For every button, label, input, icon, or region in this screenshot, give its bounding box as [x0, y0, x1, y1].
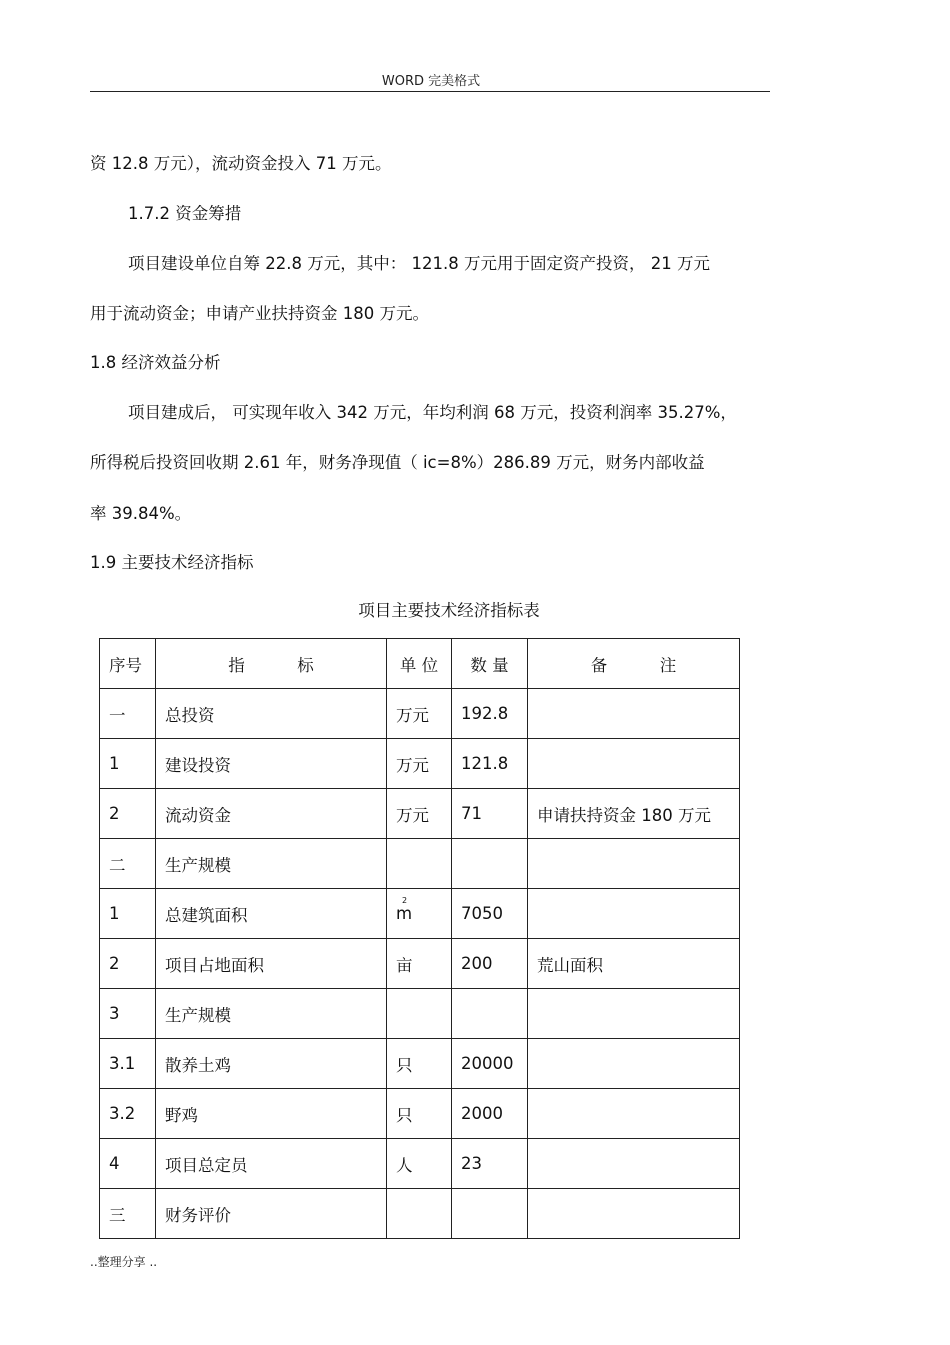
cell-indicator: 散养土鸡 [156, 1039, 387, 1089]
table-row [100, 739, 740, 789]
cell-remark [528, 1039, 740, 1089]
unit-superscript: 2 [402, 896, 408, 905]
cell-unit: 亩 [387, 939, 452, 989]
cell-quantity: 20000 [452, 1039, 528, 1089]
table-row [100, 1039, 740, 1089]
paragraph-benefit-line1: 项目建成后， 可实现年收入 342 万元，年均利润 68 万元，投资利润率 35.27%， [128, 403, 737, 422]
cell-quantity: 121.8 [452, 739, 528, 789]
cell-indicator: 财务评价 [156, 1189, 387, 1239]
cell-seq: 2 [100, 939, 156, 989]
cell-indicator: 生产规模 [156, 989, 387, 1039]
header-divider [90, 91, 770, 92]
cell-unit: 万元 [387, 689, 452, 739]
page-header-title: WORD 完美格式 [381, 74, 481, 89]
table-row [100, 989, 740, 1039]
cell-quantity: 192.8 [452, 689, 528, 739]
paragraph-investment-tail: 资 12.8 万元），流动资金投入 71 万元。 [90, 154, 392, 173]
cell-unit [387, 889, 452, 939]
paragraph-benefit-line3: 率 39.84%。 [90, 504, 192, 523]
cell-indicator: 项目占地面积 [156, 939, 387, 989]
cell-seq: 二 [100, 839, 156, 889]
paragraph-benefit-line2: 所得税后投资回收期 2.61 年，财务净现值（ ic=8%）286.89 万元，财务内部收益 [90, 453, 705, 472]
header-unit: 单 位 [387, 639, 452, 689]
cell-seq: 1 [100, 739, 156, 789]
unit-base: m [396, 904, 413, 923]
table-row [100, 889, 740, 939]
cell-unit [387, 989, 452, 1039]
cell-indicator: 生产规模 [156, 839, 387, 889]
header-seq: 序号 [100, 639, 156, 689]
cell-seq: 3.1 [100, 1039, 156, 1089]
table-row [100, 1139, 740, 1189]
table-header-row [100, 639, 740, 689]
cell-quantity: 200 [452, 939, 528, 989]
cell-remark [528, 1139, 740, 1189]
cell-unit: 只 [387, 1089, 452, 1139]
cell-unit: 万元 [387, 739, 452, 789]
cell-indicator: 流动资金 [156, 789, 387, 839]
section-heading-1-8: 1.8 经济效益分析 [90, 353, 221, 372]
cell-remark [528, 989, 740, 1039]
cell-seq: 三 [100, 1189, 156, 1239]
unit-square-meter [396, 896, 413, 923]
cell-remark [528, 839, 740, 889]
cell-seq: 1 [100, 889, 156, 939]
cell-quantity: 2000 [452, 1089, 528, 1139]
cell-remark [528, 739, 740, 789]
cell-remark [528, 1089, 740, 1139]
header-quantity: 数 量 [452, 639, 528, 689]
section-heading-1-9: 1.9 主要技术经济指标 [90, 553, 254, 572]
indicator-table [99, 638, 740, 1239]
paragraph-funding-line2: 用于流动资金；申请产业扶持资金 180 万元。 [90, 304, 429, 323]
cell-indicator: 野鸡 [156, 1089, 387, 1139]
cell-quantity: 7050 [452, 889, 528, 939]
cell-quantity: 71 [452, 789, 528, 839]
section-heading-1-7-2: 1.7.2 资金筹措 [128, 204, 242, 223]
cell-quantity [452, 1189, 528, 1239]
cell-seq: 3.2 [100, 1089, 156, 1139]
cell-seq: 3 [100, 989, 156, 1039]
cell-indicator: 总建筑面积 [156, 889, 387, 939]
cell-indicator: 项目总定员 [156, 1139, 387, 1189]
paragraph-funding-line1: 项目建设单位自筹 22.8 万元，其中： 121.8 万元用于固定资产投资， 21 万元 [128, 254, 710, 273]
cell-unit: 万元 [387, 789, 452, 839]
table-caption: 项目主要技术经济指标表 [358, 601, 540, 620]
cell-remark [528, 889, 740, 939]
cell-unit [387, 1189, 452, 1239]
cell-remark [528, 1189, 740, 1239]
cell-indicator: 总投资 [156, 689, 387, 739]
cell-quantity: 23 [452, 1139, 528, 1189]
cell-indicator: 建设投资 [156, 739, 387, 789]
table-row [100, 1189, 740, 1239]
cell-remark: 申请扶持资金 180 万元 [528, 789, 740, 839]
cell-seq: 一 [100, 689, 156, 739]
cell-unit: 人 [387, 1139, 452, 1189]
cell-seq: 2 [100, 789, 156, 839]
cell-remark: 荒山面积 [528, 939, 740, 989]
cell-quantity [452, 839, 528, 889]
table-row [100, 689, 740, 739]
cell-seq: 4 [100, 1139, 156, 1189]
page-footer: ..整理分享 .. [90, 1255, 158, 1269]
table-row [100, 789, 740, 839]
table-row [100, 939, 740, 989]
cell-unit: 只 [387, 1039, 452, 1089]
table-row [100, 1089, 740, 1139]
header-remark: 备 注 [528, 639, 740, 689]
header-indicator: 指 标 [156, 639, 387, 689]
table-row [100, 839, 740, 889]
cell-quantity [452, 989, 528, 1039]
cell-unit [387, 839, 452, 889]
cell-remark [528, 689, 740, 739]
